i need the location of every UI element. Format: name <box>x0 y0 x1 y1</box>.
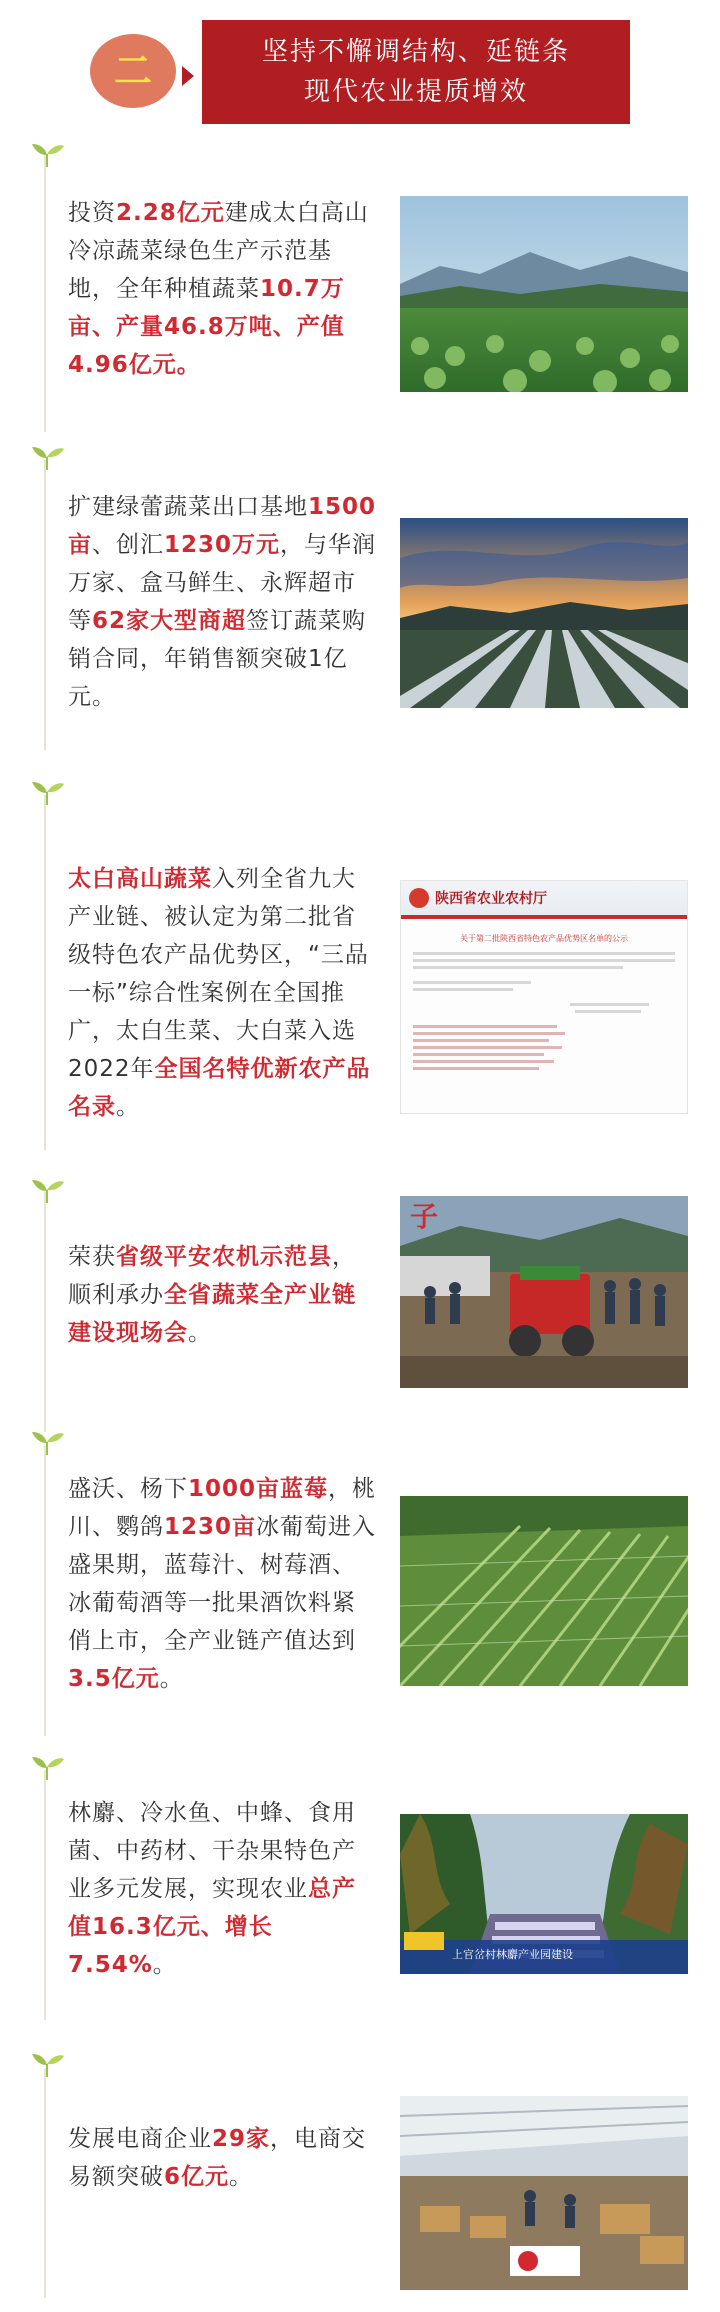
highlight-text: 省级平安农机示范县 <box>116 1244 332 1270</box>
arrow-icon <box>182 66 194 86</box>
body-text: 。 <box>159 1666 184 1692</box>
sprout-icon <box>30 2052 66 2078</box>
section-5-text <box>68 1470 378 1698</box>
government-document-screenshot <box>400 880 688 1114</box>
section-1-text <box>68 194 378 384</box>
section-header <box>90 20 630 128</box>
highlight-text: 1230万元 <box>164 532 281 558</box>
timeline-line <box>44 1446 46 1736</box>
section-title <box>202 20 630 124</box>
highlight-text: 太白高山蔬菜 <box>68 866 212 892</box>
body-text: 。 <box>188 1320 212 1346</box>
timeline-line <box>44 460 46 750</box>
sprout-icon <box>30 445 66 471</box>
body-text: 签订蔬菜购销合同，年销售额突破1亿元。 <box>68 608 367 710</box>
highlight-text: 29家 <box>212 2126 271 2152</box>
highlight-text: 1230亩 <box>164 1514 257 1540</box>
highlight-text: 全国名特优新农产品名录 <box>68 1056 371 1120</box>
svg-text:子: 子 <box>410 1200 439 1233</box>
body-text: 。 <box>152 1952 177 1978</box>
photo-caption: 上官岔村林麝产业园建设 <box>452 1948 573 1961</box>
body-text: 林麝、冷水鱼、中蜂、食用菌、中药材、干杂果特色产业多元发展，实现农业 <box>68 1800 356 1902</box>
section-7-text <box>68 2120 378 2196</box>
highlight-text: 1500亩 <box>68 494 377 558</box>
section-3-text <box>68 860 378 1126</box>
body-text: 扩建绿蕾蔬菜出口基地 <box>68 494 308 520</box>
section-title-line1: 坚持不懈调结构、延链条 <box>261 37 570 67</box>
body-text: 。 <box>116 1094 140 1120</box>
farm-machinery-demo-photo <box>400 1196 688 1388</box>
timeline-line <box>44 2068 46 2298</box>
body-text: 发展电商企业 <box>68 2126 212 2152</box>
sprout-icon <box>30 142 66 168</box>
timeline-line <box>44 795 46 1150</box>
timeline-line <box>44 1770 46 2020</box>
document-agency: 陕西省农业农村厅 <box>435 891 547 907</box>
highlight-text: 10.7万亩、产量46.8万吨、产值4.96亿元。 <box>68 276 345 378</box>
greenhouses-sunset-photo <box>400 518 688 708</box>
body-text: ，桃川、鹦鸽 <box>68 1476 377 1540</box>
highlight-text: 总产值16.3亿元、增长7.54% <box>68 1876 356 1978</box>
mountain-valley-farm-photo <box>400 1814 688 1974</box>
body-text: ，电商交易额突破 <box>68 2126 367 2190</box>
section-2-text <box>68 488 378 716</box>
body-text: 、创汇 <box>92 532 164 558</box>
highlight-text: 3.5亿元 <box>68 1666 160 1692</box>
highlight-text: 全省蔬菜全产业链建设现场会 <box>68 1282 356 1346</box>
highlight-text: 6亿元 <box>164 2164 230 2190</box>
document-header <box>401 881 687 915</box>
timeline-line <box>44 150 46 432</box>
body-text: ，顺利承办 <box>68 1244 356 1308</box>
body-text: 。 <box>229 2164 254 2190</box>
document-title: 关于第二批陕西省特色农产品优势区名单的公示 <box>460 934 628 943</box>
sprout-icon <box>30 1430 66 1456</box>
body-text: 荣获 <box>68 1244 116 1270</box>
ecommerce-warehouse-photo <box>400 2096 688 2290</box>
highlight-text: 62家大型商超 <box>92 608 247 634</box>
body-text: 冰葡萄进入盛果期，蓝莓汁、树莓酒、冰葡萄酒等一批果酒饮料紧俏上市，全产业链产值达到 <box>68 1514 377 1654</box>
timeline-line <box>44 1192 46 1432</box>
sprout-icon <box>30 1755 66 1781</box>
body-text: 入列全省九大产业链、被认定为第二批省级特色农产品优势区，“三品一标”综合性案例在全国推广，太白生菜、大白菜入选2022年 <box>68 866 369 1082</box>
section-4-text <box>68 1238 378 1352</box>
emblem-icon <box>409 888 429 908</box>
body-text: 建成太白高山冷凉蔬菜绿色生产示范基地，全年种植蔬菜 <box>68 200 369 302</box>
highlight-text: 1000亩蓝莓 <box>188 1476 329 1502</box>
sprout-icon <box>30 780 66 806</box>
highlight-text: 2.28亿元 <box>116 200 225 226</box>
body-text: 投资 <box>68 200 116 226</box>
section-6-text <box>68 1794 378 1984</box>
sprout-icon <box>30 1178 66 1204</box>
cabbage-field-photo <box>400 196 688 392</box>
section-number-badge <box>90 34 176 108</box>
vineyard-aerial-photo <box>400 1496 688 1686</box>
section-number: 二 <box>113 49 152 93</box>
body-text: ，与华润万家、盒马鲜生、永辉超市等 <box>68 532 377 634</box>
section-title-line2: 现代农业提质增效 <box>303 77 528 107</box>
body-text: 盛沃、杨下 <box>68 1476 188 1502</box>
